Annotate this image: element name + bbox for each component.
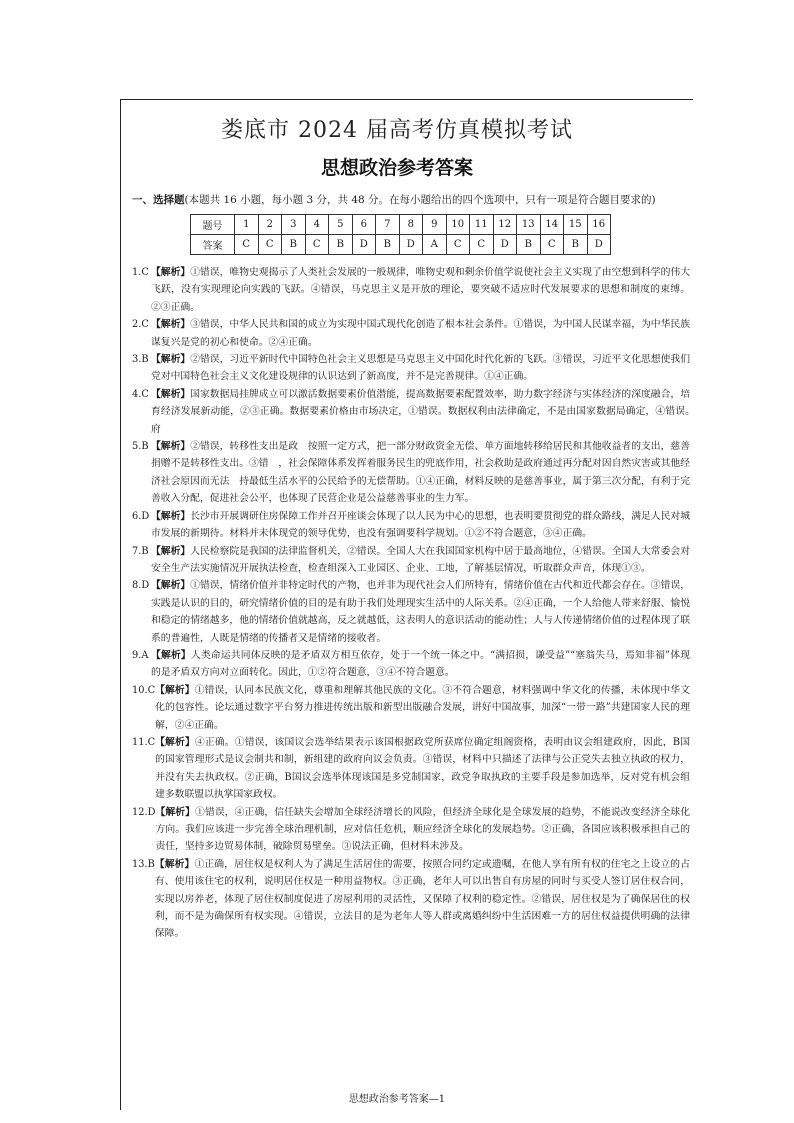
item-text-wrapper: [151, 316, 690, 351]
explanation-item: [132, 856, 690, 943]
answer-key-subtitle: 思想政治参考答案: [320, 157, 473, 179]
item-text: 人民检察院是我国的法律监督机关，②错误。全国人大在我国国家机构中居于最高地位，④错误。全国人大常委会对安全生产法实施情况开展执法检查，检查组深入工业园区、企业、工地，了解基层情况，听取群众声音，体现①③。: [151, 545, 691, 574]
item-number: 9.A: [132, 649, 149, 661]
explanation-item: [132, 647, 690, 682]
question-number-cell: 16: [587, 215, 611, 235]
item-number: 1.C: [132, 267, 149, 278]
analysis-tag: 【解析】: [154, 858, 195, 870]
question-number-cell: 7: [376, 215, 400, 235]
item-number: 12.D: [132, 806, 156, 818]
explanation-item: [132, 351, 690, 386]
question-number-cell: 9: [423, 215, 447, 235]
explanation-item: [132, 577, 690, 647]
answer-cell: B: [517, 235, 541, 255]
page-footer: 思想政治参考答案—1: [348, 1094, 446, 1105]
question-number-cell: 6: [352, 215, 376, 235]
explanation-item: [132, 508, 690, 543]
item-text-wrapper: [151, 351, 690, 386]
left-border-line: [120, 99, 121, 1110]
item-text: ④正确。①错误，该国议会选举结果表示该国根据政党所获席位确定组阁资格，表明由议会组建政府，因此，B国的国家管理形式是议会制共和制，新组建的政府向议会负责。③错误，材料中只描述了法律与公正党失去独立执政的权力，并没有失去执政权。②正确，B国议会选举体现该国是多党制国家，政党争取执政的主要手段是参加选举，反对党有机会组建多数联盟以执掌国家政权。: [155, 736, 690, 801]
analysis-tag: 【解析】: [155, 736, 195, 748]
answer-table-answer-row: [191, 235, 611, 255]
answer-table: [190, 214, 611, 255]
answer-cell: A: [423, 235, 447, 255]
item-text: ①错误，认同本民族文化，尊重和理解其他民族的文化。③不符合题意，材料强调中华文化的传播，未体现中华文化的包容性。论坛通过数字平台努力推进传统出版和新型出版融合发展，讲好中国故事，加深“一带一路”共建国家人民的理解，②④正确。: [155, 684, 691, 731]
item-number: 5.B: [132, 441, 149, 453]
analysis-tag: 【解析】: [151, 649, 191, 661]
question-number-cell: 1: [235, 215, 259, 235]
item-number: 11.C: [132, 736, 156, 748]
answer-cell: C: [305, 235, 329, 255]
item-text: ③错误，中华人民共和国的成立为实现中国式现代化创造了根本社会条件。①错误，为中国人民谋幸福，为中华民族谋复兴是党的初心和使命。②④正确。: [151, 319, 691, 348]
question-number-cell: 14: [540, 215, 564, 235]
item-text: ①错误，情绪价值并非特定时代的产物，也并非为现代社会人们所特有，情绪价值在古代和近代都会存在。③错误，实践是认识的目的，研究情绪价值的目的是有助于我们处理现实生活中的人际关系。②④正确，一个人给他人带来舒服、愉悦和稳定的情绪越多，他的情绪价值就越高，反之就越低，这表明人的意识活动的能动性；人与人传递情绪价值的过程体现了联系的普遍性，人既是情绪的传播者又是情绪的接收者。: [151, 580, 691, 644]
item-text-wrapper: [151, 438, 690, 508]
item-number: 2.C: [132, 319, 149, 331]
analysis-tag: 【解析】: [151, 267, 191, 278]
item-number: 6.D: [132, 510, 150, 522]
item-text-wrapper: [155, 682, 690, 734]
item-number: 4.C: [132, 388, 149, 400]
answer-cell: B: [376, 235, 400, 255]
analysis-tag: 【解析】: [151, 580, 191, 592]
top-border-line: [120, 99, 693, 100]
item-text: ②错误，习近平新时代中国特色社会主义思想是马克思主义中国化时代化新的飞跃。③错误，习近平文化思想使我们党对中国特色社会主义文化建设规律的认识达到了新高度，并不是完善规律。①④正确。: [151, 354, 691, 383]
explanation-item: [132, 264, 690, 316]
item-text-wrapper: [151, 386, 749, 438]
question-number-cell: 2: [258, 215, 282, 235]
explanation-list: [132, 264, 749, 943]
explanation-item: [132, 543, 690, 578]
section-heading: [132, 192, 656, 208]
item-text-wrapper: [151, 647, 690, 682]
item-text-wrapper: [155, 804, 690, 856]
item-number: 8.D: [132, 580, 150, 592]
analysis-tag: 【解析】: [151, 441, 191, 453]
item-number: 3.B: [132, 354, 149, 366]
answer-cell: B: [564, 235, 588, 255]
explanation-item: [132, 438, 690, 508]
explanation-item: [132, 682, 690, 734]
question-number-cell: 11: [470, 215, 494, 235]
item-text: ①正确，居住权是权利人为了满足生活居住的需要，按照合同约定或遗嘱，在他人享有所有权的住宅之上设立的占有、使用该住宅的权利，说明居住权是一种用益物权。③正确，老年人可以出售自有房屋的同时与买受人签订居住权合同，实现以房养老，体现了居住权制度促进了房屋利用的灵活性，又保障了权利的稳定性。②错误，居住权是为了确保居住的权利，而不是为确保所有权实现。④错误，立法目的是为老年人等人群或离婚纠纷中生活困难一方的居住权益提供明确的法律保障。: [154, 858, 691, 940]
analysis-tag: 【解析】: [155, 684, 195, 696]
analysis-tag: 【解析】: [151, 510, 191, 522]
answer-cell: B: [282, 235, 306, 255]
answer-cell: D: [493, 235, 517, 255]
answer-cell: C: [446, 235, 470, 255]
question-number-cell: 4: [305, 215, 329, 235]
row-label-answer: 答案: [191, 235, 235, 255]
explanation-item: [132, 316, 690, 351]
item-text: 国家数据局挂牌成立可以激活数据要素价值潜能，提高数据要素配置效率，助力数字经济与实体经济的深度融合，培育经济发展新动能，②③正确。数据要素价格由市场决定，①错误。数据权利由法律确定，不是由国家数据局确定，④错误。 府: [151, 388, 749, 435]
answer-cell: C: [540, 235, 564, 255]
analysis-tag: 【解析】: [151, 319, 191, 331]
explanation-item: [132, 734, 690, 804]
item-text: ②错误，转移性支出是政 按照一定方式，把一部分财政资金无偿、单方面地转移给居民和其他收益者的支出，慈善捐赠不是转移性支出。③错 ，社会保障体系发挥着服务民生的兜底作用，社会救助是政府通过再分配对因自然灾害或其他经济社会原因而无法 持最低生活水平的公民给予的无偿帮助。①④正确，材料反映的是慈善事业，属于第三次分配，有利于完善收入分配，促进社会公平，也体现了民营企业是公益慈善事业的生力军。: [151, 441, 691, 505]
explanation-item: [132, 386, 749, 438]
section-label: 一、选择题: [132, 194, 185, 206]
question-number-cell: 3: [282, 215, 306, 235]
question-number-cell: 5: [329, 215, 353, 235]
exam-title: 娄底市 2024 届高考仿真模拟考试: [221, 118, 573, 143]
analysis-tag: 【解析】: [151, 354, 191, 366]
item-text: ①错误，④正确，信任缺失会增加全球经济增长的风险，但经济全球化是全球发展的趋势，不能说改变经济全球化方向。我们应该进一步完善全球治理机制，应对信任危机，顺应经济全球化的发展趋势。②正确，各国应该积极承担自己的责任，坚持多边贸易体制，破除贸易壁垒。③说法正确，但材料未涉及。: [155, 806, 691, 853]
question-number-cell: 8: [399, 215, 423, 235]
item-text-wrapper: [151, 508, 690, 543]
item-number: 7.B: [132, 545, 149, 557]
item-text: 人类命运共同体反映的是矛盾双方相互依存，处于一个统一体之中。“满招损，谦受益”“塞翁失马，焉知非福”体现的是矛盾双方向对立面转化。因此，①②符合题意，③④不符合题意。: [151, 649, 691, 679]
question-number-cell: 13: [517, 215, 541, 235]
answer-cell: D: [399, 235, 423, 255]
item-text-wrapper: [151, 577, 690, 647]
answer-cell: C: [470, 235, 494, 255]
item-text: ①错误，唯物史观揭示了人类社会发展的一般规律，唯物史观和剩余价值学说使社会主义实现了由空想到科学的伟大飞跃，没有实现理论向实践的飞跃。④错误，马克思主义是开放的理论，要突破不适应时代发展要求的思想和制度的束缚。②③正确。: [151, 267, 691, 313]
answer-cell: D: [587, 235, 611, 255]
question-number-cell: 10: [446, 215, 470, 235]
analysis-tag: 【解析】: [151, 388, 191, 400]
item-number: 10.C: [132, 684, 156, 696]
item-text-wrapper: [155, 734, 690, 804]
analysis-tag: 【解析】: [155, 806, 196, 818]
answer-cell: D: [352, 235, 376, 255]
answer-cell: C: [235, 235, 259, 255]
question-number-cell: 12: [493, 215, 517, 235]
item-number: 13.B: [132, 858, 155, 870]
question-number-cell: 15: [564, 215, 588, 235]
item-text: 长沙市开展调研住房保障工作并召开座谈会体现了以人民为中心的思想，也表明要贯彻党的群众路线，满足人民对城市发展的新期待。材料并未体现党的领导优势，也没有强调要科学规划。①②不符合题意，③④正确。: [151, 510, 691, 540]
answer-cell: B: [329, 235, 353, 255]
section-note: (本题共 16 小题，每小题 3 分，共 48 分。在每小题给出的四个选项中，只有一项是符合题目要求的): [184, 194, 656, 206]
item-text-wrapper: [155, 856, 690, 943]
answer-table-number-row: [191, 215, 611, 235]
row-label-number: 题号: [191, 215, 235, 235]
item-text-wrapper: [151, 543, 690, 578]
analysis-tag: 【解析】: [151, 545, 191, 557]
answer-cell: C: [258, 235, 282, 255]
explanation-item: [132, 804, 690, 856]
item-text-wrapper: [151, 264, 690, 316]
